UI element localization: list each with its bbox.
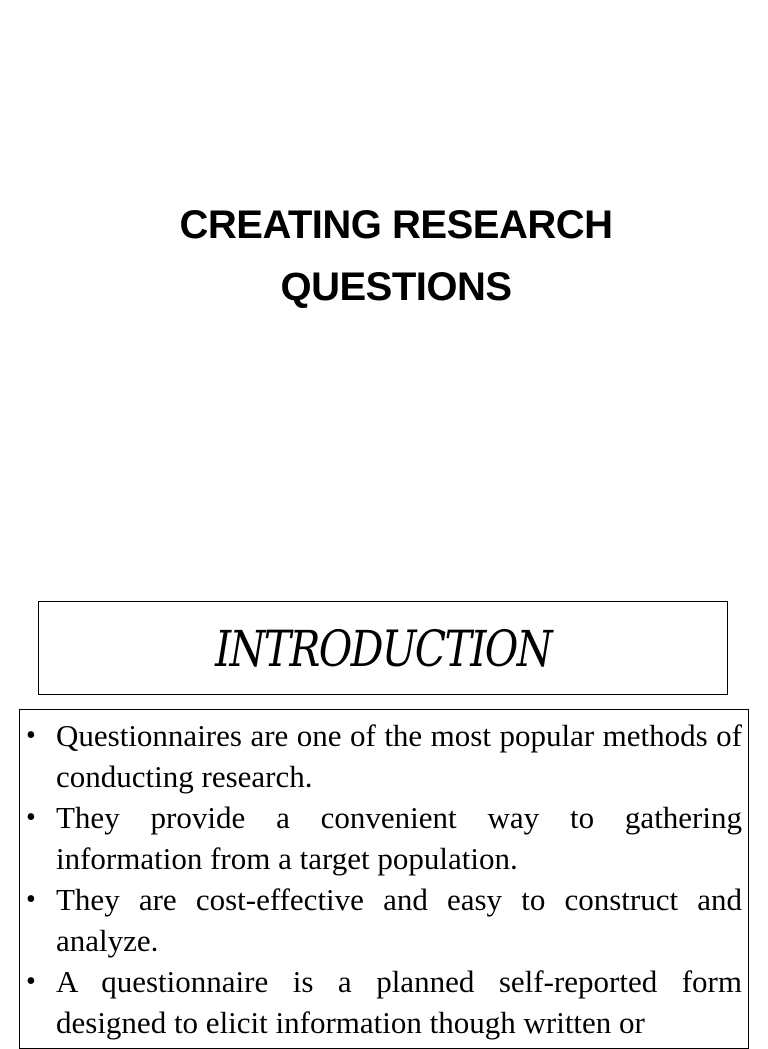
list-item: [20, 879, 748, 961]
introduction-heading-box: [38, 601, 728, 695]
introduction-heading: INTRODUCTION: [214, 620, 552, 678]
list-item-text: They are cost-effective and easy to construct and analyze.: [56, 882, 742, 958]
list-item-text: They provide a convenient way to gathering information from a target population.: [56, 800, 742, 876]
slide-title-line-2: QUESTIONS: [280, 265, 512, 309]
list-item-text: Questionnaires are one of the most popular methods of conducting research.: [56, 718, 742, 794]
list-item: [20, 797, 748, 879]
slide-title-line-1: CREATING RESEARCH: [179, 203, 613, 247]
introduction-slide: [0, 576, 768, 1040]
list-item: [20, 961, 748, 1043]
bullet-icon: •: [26, 802, 36, 833]
list-item: [20, 715, 748, 797]
list-item-text: A questionnaire is a planned self-reported form designed to elicit information though written or: [56, 964, 742, 1040]
bullet-icon: •: [26, 884, 36, 915]
bullet-icon: •: [26, 966, 36, 997]
bullet-list: [20, 715, 748, 1043]
bullet-icon: •: [26, 720, 36, 751]
slide-title: [0, 194, 768, 318]
bullet-list-box: [19, 709, 749, 1049]
